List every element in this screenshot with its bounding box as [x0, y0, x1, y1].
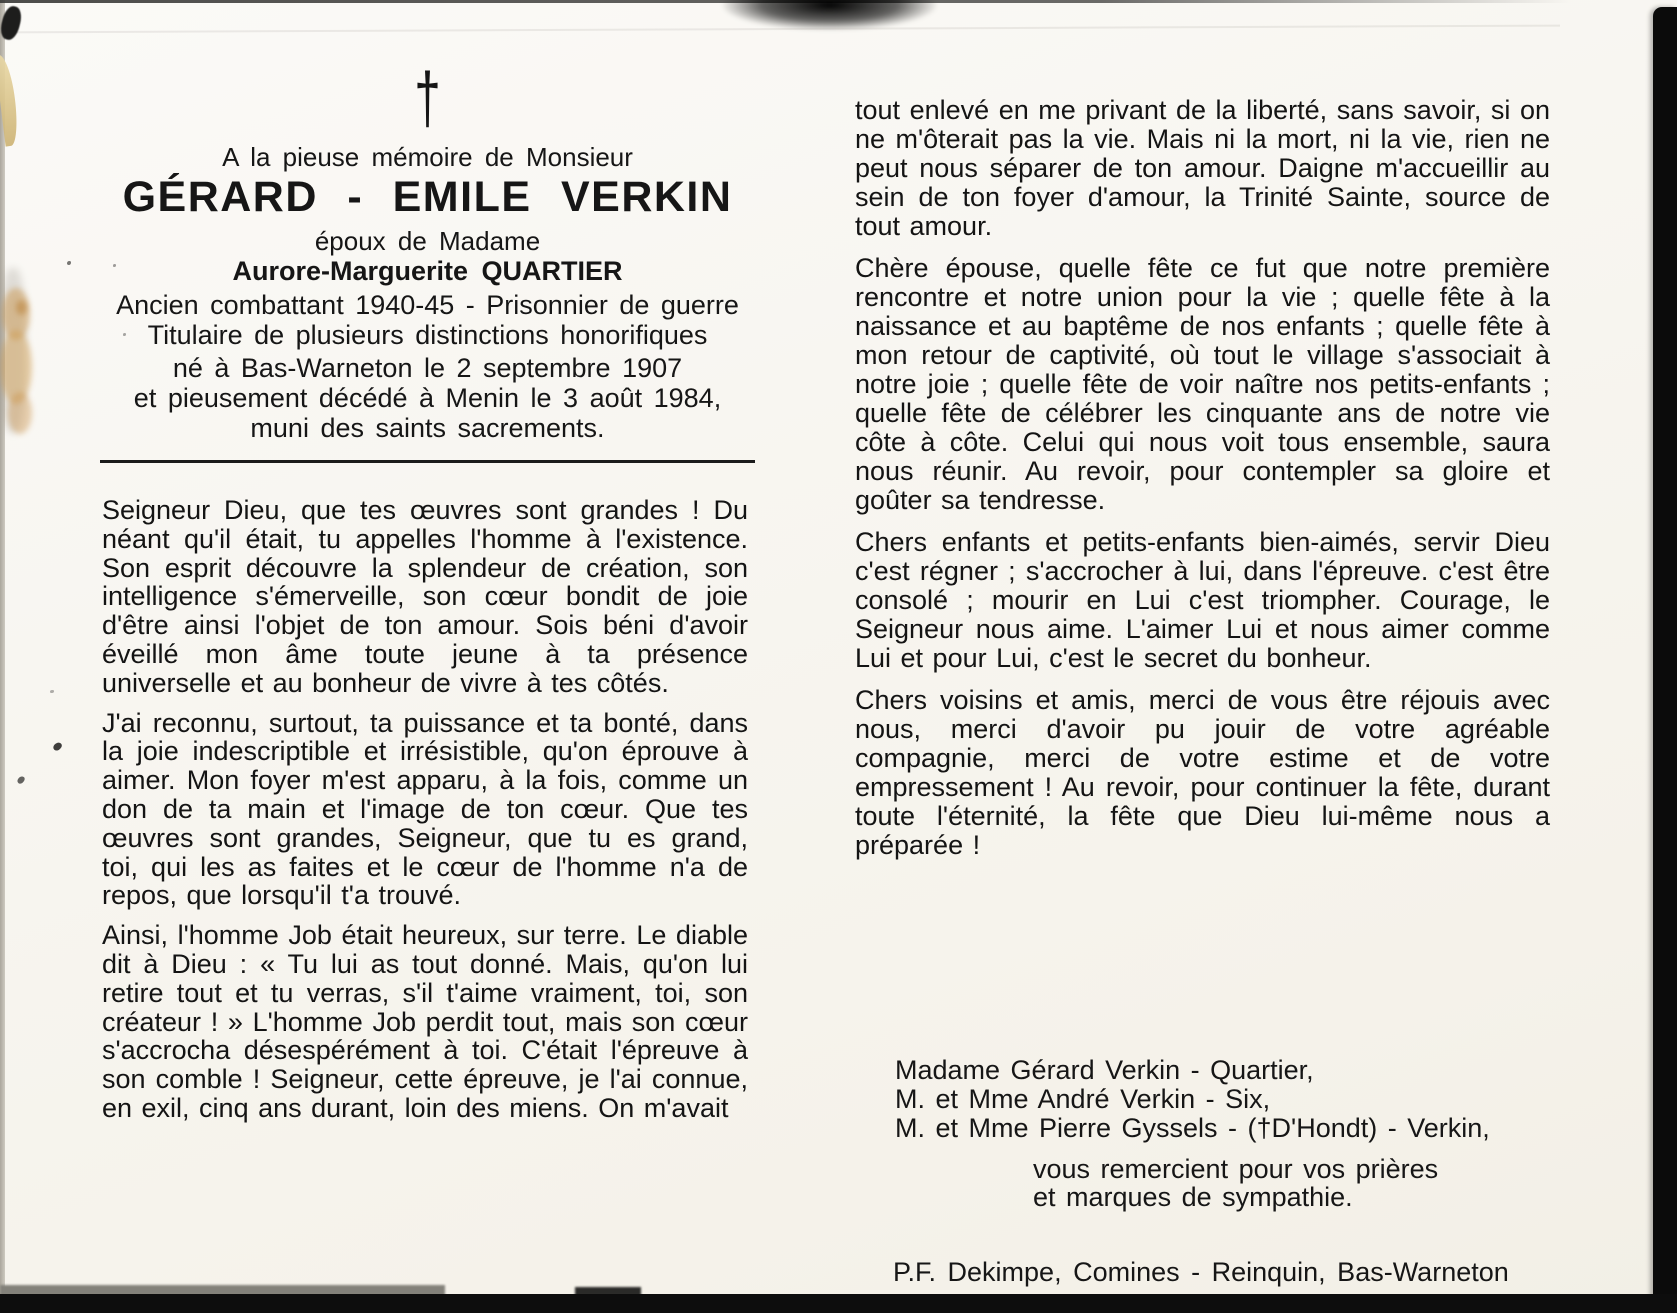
prayer-paragraph: Chère épouse, quelle fête ce fut que notre première rencontre et notre union pour la vie ; quelle fête à la naissance et au baptême de nos enfants ; quelle fête à mon retour de captivité, où tout le village s'associait à notre joie ; quelle fête de voir naître nos petits-enfants ; quelle fête de célébrer les cinquante ans de notre vie côte à côte. Celui qui nous voit tous ensemble, saura nous réunir. Au revoir, pour contempler sa gloire et goûter sa tendresse.: [855, 253, 1550, 515]
foxing-spot: [16, 300, 27, 315]
family-name-line: M. et Mme André Verkin - Six,: [895, 1084, 1271, 1114]
honors-line-1: Ancien combattant 1940-45 - Prisonnier de guerre: [116, 290, 739, 320]
prayer-paragraph: tout enlevé en me privant de la liberté, sans savoir, si on ne m'ôterait pas la vie. Mais ni la mort, ni la vie, rien ne peut nous séparer de ton amour. Daigne m'accueillir au sein de ton foyer d'amour, la Trinité Sainte, source de tout amour.: [855, 95, 1550, 241]
scan-right-black-bar: [1653, 7, 1677, 1313]
spouse-name: Aurore-Marguerite QUARTIER: [232, 256, 623, 286]
spouse-intro-line: époux de Madame: [314, 226, 541, 256]
family-name-line: Madame Gérard Verkin - Quartier,: [895, 1055, 1314, 1085]
separator-rule: [100, 460, 755, 463]
left-text-column: [102, 496, 748, 1134]
prayer-paragraph: Chers voisins et amis, merci de vous être réjouis avec nous, merci d'avoir pu jouir de votre agréable compagnie, merci de votre estime et de votre empressement ! Au revoir, pour continuer la fête, durant toute l'éternité, la fête que Dieu lui-même nous a préparée !: [855, 685, 1550, 860]
family-name-line: M. et Mme Pierre Gyssels - (†D'Hondt) - Verkin,: [895, 1113, 1490, 1143]
prayer-paragraph: Seigneur Dieu, que tes œuvres sont grandes ! Du néant qu'il était, tu appelles l'homme à l'existence. Son esprit découvre la splendeur de création, son intelligence s'émerveille, son cœur bondit de joie d'être ainsi l'objet de ton amour. Sois béni d'avoir éveillé mon âme toute jeune à ta présence universelle et au bonheur de vivre à tes côtés.: [102, 495, 748, 698]
death-line-1: et pieusement décédé à Menin le 3 août 1984,: [133, 383, 722, 413]
memorial-intro-line: A la pieuse mémoire de Monsieur: [222, 142, 633, 172]
thanks-line: vous remercient pour vos prières: [1033, 1154, 1439, 1184]
dust-speck: [50, 690, 54, 693]
prayer-paragraph: Chers enfants et petits-enfants bien-aimés, servir Dieu c'est régner ; s'accrocher à lui, dans l'épreuve. c'est être consolé ; mourir en Lui c'est triompher. Courage, le Seigneur nous aime. L'aimer Lui et nous aimer comme Lui et pour Lui, c'est le secret du bonheur.: [855, 527, 1550, 673]
prayer-paragraph: Ainsi, l'homme Job était heureux, sur terre. Le diable dit à Dieu : « Tu lui as tout donné. Mais, qu'on lui retire tout et tu verras, s'il t'aime vraiment, toi, son créateur ! » L'homme Job perdit tout, mais son cœur s'accrocha désespérément à toi. C'était l'épreuve à son comble ! Seigneur, cette épreuve, je l'ai connue, en exil, cinq ans durant, loin des miens. On m'avait: [102, 920, 748, 1123]
scan-left-edge-shadow: [0, 0, 5, 1313]
dust-speck: [52, 741, 63, 752]
printer-credit: P.F. Dekimpe, Comines - Reinquin, Bas-Warneton: [893, 1257, 1509, 1287]
scan-top-shadow-blob: [722, 0, 937, 30]
birth-line: né à Bas-Warneton le 2 septembre 1907: [172, 353, 683, 383]
dust-speck: [67, 261, 71, 265]
scan-corner-curl: [0, 53, 21, 146]
dust-speck: [16, 775, 26, 785]
death-line-2: muni des saints sacrements.: [250, 413, 605, 443]
thanks-note: [1033, 1155, 1438, 1211]
deceased-name: GÉRARD - EMILE VERKIN: [122, 173, 733, 221]
prayer-paragraph: J'ai reconnu, surtout, ta puissance et ta bonté, dans la joie indescriptible et irrésistible, qu'on éprouve à aimer. Mon foyer m'est apparu, à la fois, comme un don de ta main et l'image de ton cœur. Que tes œuvres sont grandes, Seigneur, que tu es grand, toi, qui les as faites et le cœur de l'homme n'a de repos, que lorsqu'il t'a trouvé.: [102, 707, 748, 911]
foxing-spot: [8, 392, 32, 434]
cross-icon: †: [414, 57, 441, 138]
honors-line-2: Titulaire de plusieurs distinctions honorifiques: [147, 320, 708, 350]
family-names: [895, 1056, 1490, 1143]
scan-bottom-black-bar: [0, 1294, 1677, 1313]
thanks-line: et marques de sympathie.: [1033, 1182, 1353, 1212]
right-text-column: [855, 96, 1550, 873]
